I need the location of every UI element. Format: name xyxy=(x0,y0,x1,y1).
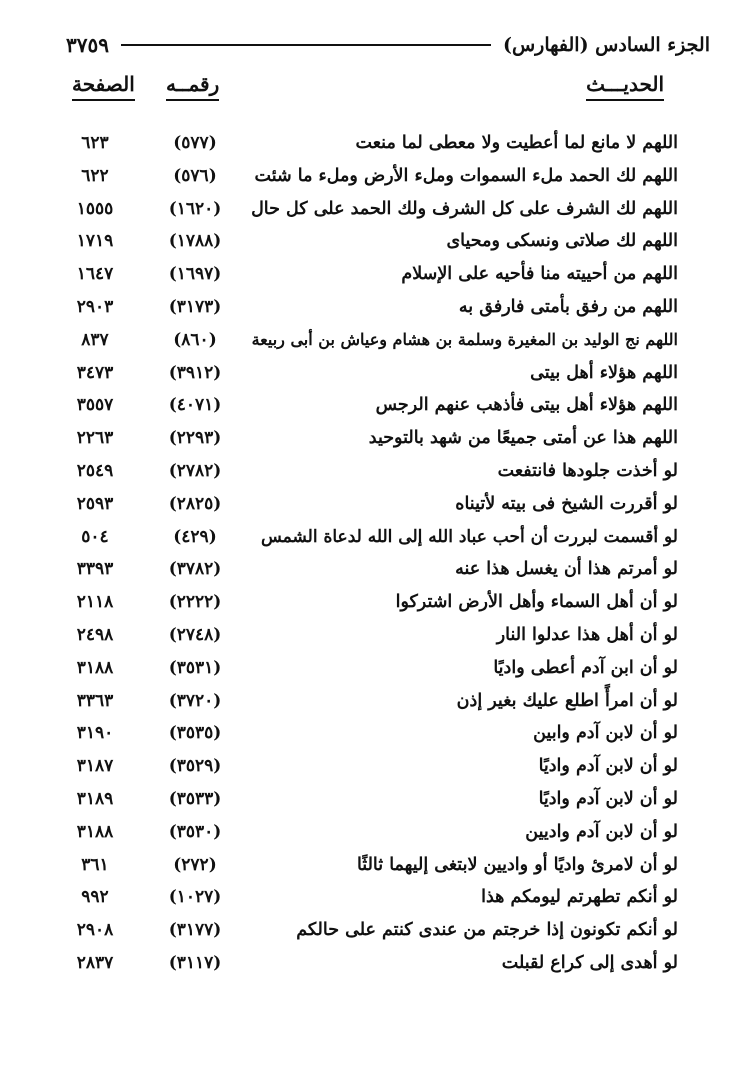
hadith-text: لو أنكم تكونون إذا خرجتم من عندى كنتم على حالكم xyxy=(296,920,678,941)
hadith-number: (٣٩١٢) xyxy=(168,362,222,383)
index-entry xyxy=(0,587,756,620)
index-entry xyxy=(0,784,756,817)
hadith-number: (٣٥٣٣) xyxy=(168,788,222,809)
hadith-text: اللهم هذا عن أمتى جميعًا من شهد بالتوحيد xyxy=(368,428,678,449)
page-reference: ٦٢٢ xyxy=(81,165,109,186)
page-reference: ٣٣٦٣ xyxy=(76,690,114,711)
column-headings xyxy=(0,72,756,106)
column-heading-hadith: الحديـــث xyxy=(586,72,664,101)
hadith-text: لو أن لابن آدم وابين xyxy=(533,723,678,744)
index-entry xyxy=(0,358,756,391)
hadith-number: (٥٧٧) xyxy=(173,133,217,153)
hadith-text: اللهم هؤلاء أهل بيتى فأذهب عنهم الرجس xyxy=(375,395,678,416)
page-reference: ٨٣٧ xyxy=(81,329,109,350)
hadith-text: اللهم لك صلاتى ونسكى ومحياى xyxy=(446,231,678,252)
hadith-number: (٣١٧٧) xyxy=(168,920,222,941)
hadith-number: (١٠٢٧) xyxy=(168,887,222,908)
hadith-number: (٢٧٨٢) xyxy=(168,460,222,481)
hadith-text: لو أقسمت لبررت أن أحب عباد الله إلى الله لدعاة الشمس xyxy=(260,526,678,547)
index-entry xyxy=(0,292,756,325)
hadith-text: اللهم لك الحمد ملء السموات وملء الأرض وملء ما شئت xyxy=(254,165,678,186)
hadith-text: لو أقررت الشيخ فى بيته لأتيناه xyxy=(455,493,678,514)
index-entry xyxy=(0,456,756,489)
hadith-number: (٣٧٢٠) xyxy=(168,690,222,711)
index-entry xyxy=(0,882,756,915)
hadith-number: (٣٧٨٢) xyxy=(168,559,222,580)
hadith-number: (٢٧٤٨) xyxy=(168,624,222,645)
page-reference: ٢٩٠٣ xyxy=(76,296,114,317)
index-entry xyxy=(0,554,756,587)
index-entry xyxy=(0,817,756,850)
hadith-number: (١٦٩٧) xyxy=(168,264,222,285)
hadith-index-list xyxy=(0,128,756,981)
index-entry xyxy=(0,194,756,227)
hadith-text: لو أن لابن آدم واديين xyxy=(525,821,678,842)
hadith-number: (٢٨٢٥) xyxy=(168,493,222,514)
page-reference: ٦٢٣ xyxy=(81,133,109,153)
page-reference: ٢٤٩٨ xyxy=(76,624,114,645)
hadith-text: اللهم من رفق بأمتى فارفق به xyxy=(458,296,678,317)
hadith-number: (٢٢٢٢) xyxy=(168,592,222,613)
page-reference: ٢٥٤٩ xyxy=(76,460,114,481)
index-entry xyxy=(0,489,756,522)
hadith-number: (٣١٧٣) xyxy=(168,296,222,317)
page-reference: ١٧١٩ xyxy=(76,231,114,252)
page-reference: ٣٤٧٣ xyxy=(76,362,114,383)
hadith-number: (٤٠٧١) xyxy=(168,395,222,416)
hadith-text: لو أن لابن آدم واديًا xyxy=(538,756,678,777)
hadith-text: لو أمرتم هذا أن يغسل هذا عنه xyxy=(455,559,678,580)
hadith-text: اللهم لك الشرف على كل الشرف ولك الحمد على كل حال xyxy=(251,198,678,219)
index-entry xyxy=(0,259,756,292)
page-reference: ٣١٨٨ xyxy=(76,657,114,678)
hadith-number: (٢٧٢) xyxy=(173,854,217,875)
hadith-text: لو أهدى إلى كراع لقبلت xyxy=(501,952,678,973)
hadith-text: اللهم هؤلاء أهل بيتى xyxy=(530,362,678,383)
page-reference: ٣١٨٧ xyxy=(76,756,114,777)
hadith-text: لو أن لابن آدم واديًا xyxy=(538,788,678,809)
hadith-number: (٥٧٦) xyxy=(173,165,217,186)
page-reference: ٢١١٨ xyxy=(76,592,114,613)
hadith-number: (١٧٨٨) xyxy=(168,231,222,252)
index-entry xyxy=(0,718,756,751)
index-entry xyxy=(0,325,756,358)
index-entry xyxy=(0,161,756,194)
hadith-number: (٨٦٠) xyxy=(173,329,217,350)
index-entry xyxy=(0,686,756,719)
hadith-text: لو أن ابن آدم أعطى واديًا xyxy=(493,657,678,678)
index-entry xyxy=(0,390,756,423)
page-reference: ٣٣٩٣ xyxy=(76,559,114,580)
page-reference: ٢٨٣٧ xyxy=(76,952,114,973)
index-entry xyxy=(0,620,756,653)
hadith-text: لو أن أهل هذا عدلوا النار xyxy=(496,624,678,645)
hadith-number: (٣٥٣٠) xyxy=(168,821,222,842)
page-reference: ٣١٨٨ xyxy=(76,821,114,842)
page-reference: ١٥٥٥ xyxy=(76,198,114,219)
running-header xyxy=(66,30,710,60)
page-reference: ٣٦١ xyxy=(81,854,109,875)
page-reference: ٢٩٠٨ xyxy=(76,920,114,941)
hadith-number: (٣٥٣١) xyxy=(168,657,222,678)
index-entry xyxy=(0,653,756,686)
index-entry xyxy=(0,128,756,161)
index-entry xyxy=(0,751,756,784)
hadith-text: اللهم لا مانع لما أعطيت ولا معطى لما منعت xyxy=(355,133,678,153)
hadith-number: (٣٥٣٥) xyxy=(168,723,222,744)
hadith-text: لو أن لامرئ واديًا أو واديين لابتغى إليهما ثالثًا xyxy=(356,854,678,875)
hadith-number: (٤٢٩) xyxy=(173,526,217,547)
index-entry xyxy=(0,915,756,948)
page-reference: ٩٩٢ xyxy=(81,887,109,908)
index-entry xyxy=(0,226,756,259)
page-reference: ١٦٤٧ xyxy=(76,264,114,285)
index-entry xyxy=(0,423,756,456)
hadith-number: (٢٢٩٣) xyxy=(168,428,222,449)
index-entry xyxy=(0,850,756,883)
page-reference: ٣١٩٠ xyxy=(76,723,114,744)
page-reference: ٥٠٤ xyxy=(81,526,109,547)
index-entry xyxy=(0,522,756,555)
hadith-text: لو أن أهل السماء وأهل الأرض اشتركوا xyxy=(395,592,678,613)
hadith-text: لو أخذت جلودها فانتفعت xyxy=(497,460,678,481)
column-heading-number: رقمــه xyxy=(166,72,219,101)
page-reference: ٢٥٩٣ xyxy=(76,493,114,514)
hadith-text: اللهم نج الوليد بن المغيرة وسلمة بن هشام وعياش بن أبى ربيعة xyxy=(251,329,678,349)
hadith-number: (٣١١٧) xyxy=(168,952,222,973)
page-reference: ٣٥٥٧ xyxy=(76,395,114,416)
hadith-text: لو أن امرأً اطلع عليك بغير إذن xyxy=(456,690,678,711)
hadith-text: لو أنكم تطهرتم ليومكم هذا xyxy=(481,887,678,908)
page-reference: ٣١٨٩ xyxy=(76,788,114,809)
running-title: الجزء السادس (الفهارس) xyxy=(502,34,710,56)
page-reference: ٢٢٦٣ xyxy=(76,428,114,449)
hadith-number: (٣٥٢٩) xyxy=(168,756,222,777)
hadith-text: اللهم من أحييته منا فأحيه على الإسلام xyxy=(401,264,678,285)
index-entry xyxy=(0,948,756,981)
page-number: ٣٧٥٩ xyxy=(66,33,109,57)
column-heading-page: الصفحة xyxy=(72,72,135,101)
header-rule xyxy=(121,44,491,46)
hadith-number: (١٦٢٠) xyxy=(168,198,222,219)
